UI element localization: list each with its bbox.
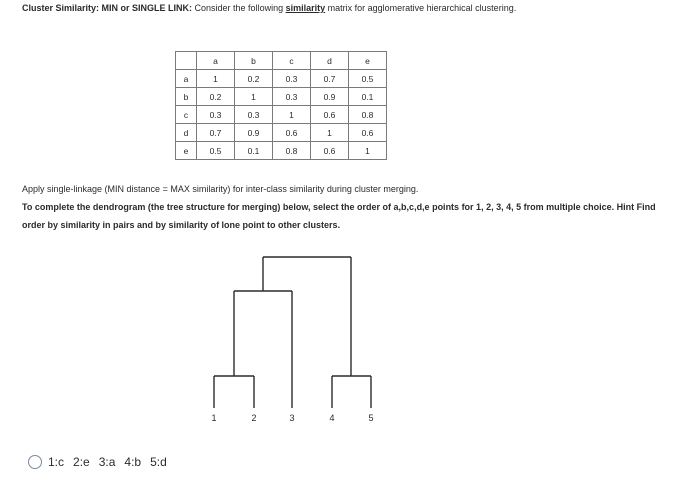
matrix-cell: 1 — [311, 124, 349, 142]
matrix-cell: 0.7 — [311, 70, 349, 88]
matrix-cell: 0.7 — [197, 124, 235, 142]
matrix-cell: 1 — [235, 88, 273, 106]
hint-text: Hint Find order by similarity in pairs and by similarity of lone point to other clusters. — [22, 202, 656, 230]
col-header-c: c — [273, 52, 311, 70]
choice-1: 1:c — [48, 455, 65, 469]
matrix-cell: 0.3 — [273, 70, 311, 88]
matrix-cell: 0.3 — [273, 88, 311, 106]
radio-button[interactable] — [28, 455, 42, 469]
row-header: e — [176, 142, 197, 160]
answer-choice[interactable] — [28, 455, 176, 469]
leaf-label-5: 5 — [368, 413, 374, 423]
matrix-cell: 0.1 — [235, 142, 273, 160]
matrix-cell: 0.6 — [311, 142, 349, 160]
matrix-cell: 0.3 — [197, 106, 235, 124]
choice-3: 3:a — [98, 455, 116, 469]
col-header-d: d — [311, 52, 349, 70]
matrix-cell: 0.6 — [311, 106, 349, 124]
question-text: To complete the dendrogram (the tree structure for merging) below, select the order of a,b,c,d,e points for 1, 2, 3, 4, 5 from multiple choice. — [22, 202, 615, 212]
instruction-line: Apply single-linkage (MIN distance = MAX similarity) for inter-class similarity during cluster merging. — [22, 184, 419, 194]
matrix-cell: 0.2 — [197, 88, 235, 106]
row-header: c — [176, 106, 197, 124]
row-header: b — [176, 88, 197, 106]
matrix-cell: 0.2 — [235, 70, 273, 88]
intro-text-after: matrix for agglomerative hierarchical clustering. — [325, 3, 517, 13]
leaf-label-3: 3 — [289, 413, 295, 423]
leaf-label-2: 2 — [251, 413, 257, 423]
intro-title: Cluster Similarity: MIN or SINGLE LINK: — [22, 3, 193, 13]
col-header-e: e — [349, 52, 387, 70]
matrix-cell: 1 — [349, 142, 387, 160]
leaf-label-1: 1 — [211, 413, 217, 423]
row-header: d — [176, 124, 197, 142]
leaf-label-4: 4 — [329, 413, 335, 423]
choice-4: 4:b — [124, 455, 142, 469]
matrix-cell: 0.3 — [235, 106, 273, 124]
row-header: a — [176, 70, 197, 88]
matrix-cell: 0.8 — [273, 142, 311, 160]
matrix-cell: 1 — [273, 106, 311, 124]
similarity-link[interactable]: similarity — [285, 3, 326, 13]
intro-text-before: Consider the following — [192, 3, 286, 13]
col-header-b: b — [235, 52, 273, 70]
matrix-cell: 0.5 — [349, 70, 387, 88]
matrix-cell: 0.1 — [349, 88, 387, 106]
choice-2: 2:e — [73, 455, 90, 469]
matrix-cell: 0.9 — [311, 88, 349, 106]
matrix-cell: 0.6 — [273, 124, 311, 142]
matrix-cell: 1 — [197, 70, 235, 88]
choice-5: 5:d — [150, 455, 167, 469]
col-header-a: a — [197, 52, 235, 70]
matrix-cell: 0.5 — [197, 142, 235, 160]
matrix-cell: 0.9 — [235, 124, 273, 142]
matrix-cell: 0.6 — [349, 124, 387, 142]
matrix-cell: 0.8 — [349, 106, 387, 124]
